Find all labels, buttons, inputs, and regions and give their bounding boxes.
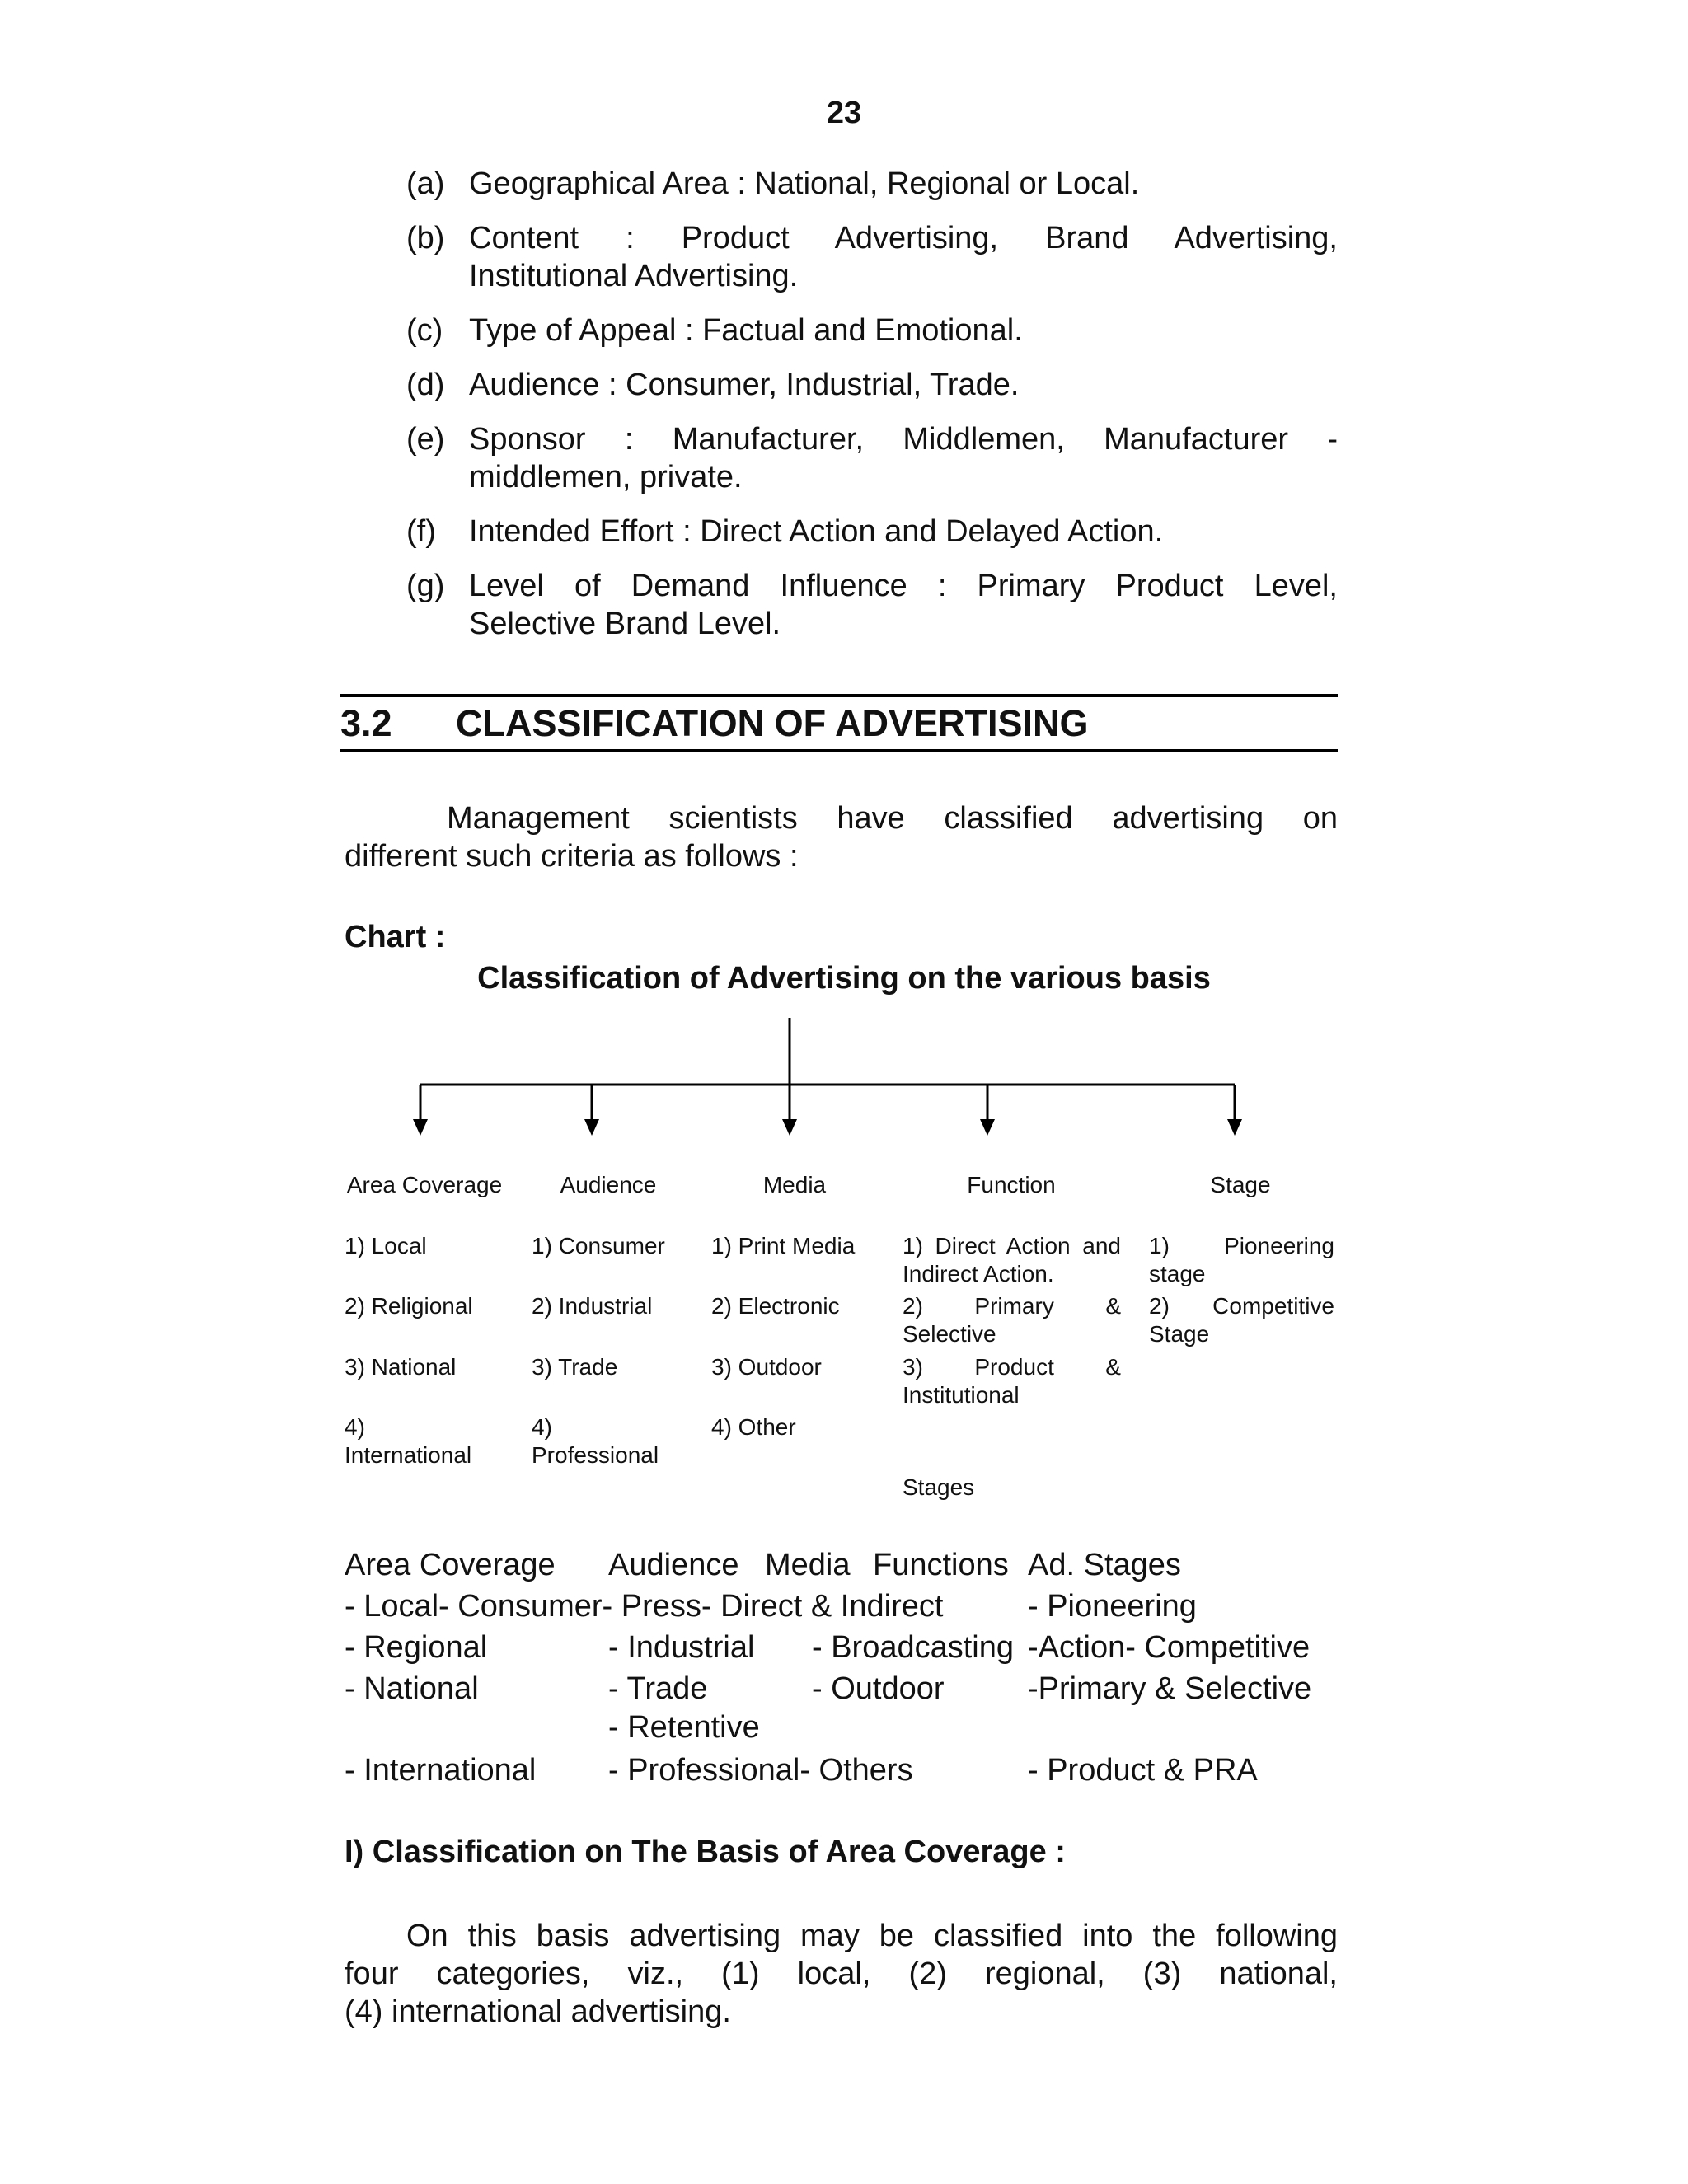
- summary-cell: - Local- Consumer- Press- Direct & Indirect: [345, 1589, 944, 1624]
- tree-item: 4) Professional: [532, 1414, 659, 1468]
- section-number: 3.2: [340, 702, 392, 744]
- arrow-head: [413, 1119, 428, 1136]
- subsection-heading: I) Classification on The Basis of Area Coverage :: [345, 1835, 1066, 1869]
- list-item-text-continued: Institutional Advertising.: [469, 259, 799, 293]
- arrow-head: [782, 1119, 797, 1136]
- summary-cell: - Retentive: [608, 1710, 760, 1745]
- list-item-text: Type of Appeal : Factual and Emotional.: [469, 313, 1023, 348]
- chart-label: Chart :: [345, 920, 446, 954]
- list-item-label: (g): [406, 569, 445, 603]
- closing-paragraph: [345, 1917, 1338, 2031]
- summary-header: Audience: [608, 1548, 739, 1582]
- list-item-label: (d): [406, 368, 445, 402]
- summary-cell: -Primary & Selective: [1028, 1671, 1312, 1706]
- summary-cell: - Broadcasting: [812, 1630, 1015, 1665]
- summary-header: Media: [765, 1548, 851, 1582]
- tree-item: 2) Primary & Selective: [903, 1293, 1121, 1347]
- arrow-head: [980, 1119, 995, 1136]
- tree-item: 1) Consumer: [532, 1233, 665, 1258]
- tree-header-audience: Audience: [560, 1172, 657, 1197]
- summary-cell: - Industrial: [608, 1630, 755, 1665]
- closing-line: (4) international advertising.: [345, 1994, 731, 2029]
- list-item-label: (b): [406, 221, 445, 255]
- list-item-text: Geographical Area : National, Regional or Local.: [469, 166, 1140, 201]
- tree-item: 4) Other: [711, 1414, 796, 1440]
- tree-item: 3) Outdoor: [711, 1354, 822, 1380]
- tree-item: 4) International: [345, 1414, 472, 1468]
- summary-cell: - Outdoor: [812, 1671, 945, 1706]
- tree-footer: Stages: [903, 1474, 975, 1500]
- summary-cell: - International: [345, 1753, 537, 1788]
- tree-item: 2) Electronic: [711, 1293, 840, 1319]
- summary-cell: - Regional: [345, 1630, 488, 1665]
- tree-item: 2) Competitive Stage: [1149, 1293, 1334, 1347]
- tree-item: 3) National: [345, 1354, 457, 1380]
- summary-header: Ad. Stages: [1028, 1548, 1181, 1582]
- summary-cell: - National: [345, 1671, 479, 1706]
- tree-item: 1) Print Media: [711, 1233, 856, 1258]
- tree-header-media: Media: [762, 1172, 827, 1197]
- intro-line: Management scientists have classified advertising on: [447, 801, 1338, 836]
- list-item-text: Level of Demand Influence : Primary Product Level,: [469, 569, 1338, 603]
- list-item-label: (a): [406, 166, 445, 201]
- tree-item: 2) Religional: [345, 1293, 473, 1319]
- tree-item: 3) Trade: [532, 1354, 618, 1380]
- arrow-head: [584, 1119, 599, 1136]
- chart-title: Classification of Advertising on the various basis: [477, 961, 1211, 996]
- list-item-label: (c): [406, 313, 443, 348]
- list-item-text: Intended Effort : Direct Action and Delayed Action.: [469, 514, 1164, 549]
- summary-cell: -Action- Competitive: [1028, 1630, 1311, 1665]
- intro-line: different such criteria as follows :: [345, 839, 799, 874]
- list-item-text-continued: Selective Brand Level.: [469, 607, 781, 641]
- arrow-head: [1227, 1119, 1242, 1136]
- summary-cell: - Trade: [608, 1671, 708, 1706]
- list-item-text: Audience : Consumer, Industrial, Trade.: [469, 368, 1020, 402]
- closing-line: four categories, viz., (1) local, (2) regional, (3) national,: [345, 1957, 1338, 1991]
- tree-item: 1) Direct Action and Indirect Action.: [903, 1233, 1121, 1286]
- tree-item: 1) Pioneering stage: [1149, 1233, 1334, 1286]
- page-number: 23: [826, 96, 862, 130]
- list-item-text: Sponsor : Manufacturer, Middlemen, Manufacturer -: [469, 422, 1338, 457]
- tree-item: 3) Product & Institutional: [903, 1354, 1121, 1408]
- list-item-label: (f): [406, 514, 436, 549]
- list-item-label: (e): [406, 422, 445, 457]
- list-item-text-continued: middlemen, private.: [469, 460, 743, 494]
- summary-cell: - Professional- Others: [608, 1753, 913, 1788]
- summary-cell: - Pioneering: [1028, 1589, 1197, 1624]
- summary-header: Area Coverage: [345, 1548, 556, 1582]
- tree-item: 2) Industrial: [532, 1293, 653, 1319]
- tree-header-stage: Stage: [1210, 1172, 1271, 1197]
- closing-line: On this basis advertising may be classified into the following: [406, 1919, 1338, 1953]
- tree-header-area-coverage: Area Coverage: [346, 1172, 503, 1197]
- list-item-text: Content : Product Advertising, Brand Advertising,: [469, 221, 1338, 255]
- tree-item: 1) Local: [345, 1233, 427, 1258]
- tree-header-function: Function: [967, 1172, 1056, 1197]
- summary-header: Functions: [873, 1548, 1009, 1582]
- summary-cell: - Product & PRA: [1028, 1753, 1258, 1788]
- section-title: CLASSIFICATION OF ADVERTISING: [456, 702, 1089, 744]
